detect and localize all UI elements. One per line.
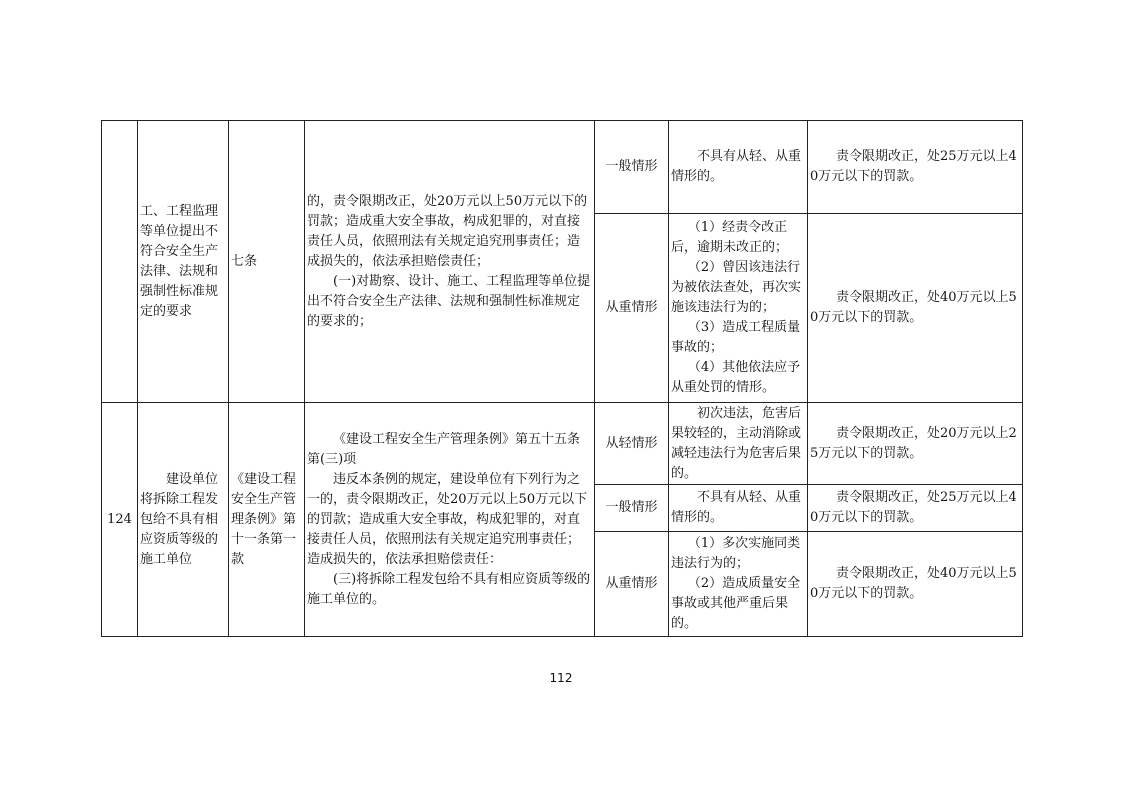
condition-text: （2）曾因该违法行为被依法查处，再次实施该违法行为的； (671, 260, 802, 315)
penalty-standard-cell (808, 214, 1023, 403)
penalty-standards-table (101, 120, 1023, 637)
legal-basis-cell: 《建设工程安全生产管理条例》第十一条第一款 (229, 403, 305, 637)
penalty-standard-cell (808, 403, 1023, 485)
provision-text: 的，责令限期改正，处20万元以上50万元以下的罚款；造成重大安全事故，构成犯罪的，对直接责任人员，依照刑法有关规定追究刑事责任；造成损失的，依法承担赔偿责任； (307, 193, 588, 269)
penalty-provision-cell (305, 121, 595, 403)
penalty-standard-cell (808, 121, 1023, 214)
penalty-standard-cell (808, 485, 1023, 532)
subject-text: 建设单位将拆除工程发包给不具有相应资质等级的施工单位 (140, 471, 219, 567)
penalty-text: 责令限期改正，处20万元以上25万元以下的罚款。 (810, 425, 1017, 461)
row-number-cell: 124 (102, 403, 138, 637)
condition-text: （2）造成质量安全事故或其他严重后果的。 (671, 576, 801, 631)
penalty-text: 责令限期改正，处25万元以上40万元以下的罚款。 (810, 149, 1017, 184)
circumstance-type-cell: 一般情形 (595, 121, 669, 214)
circumstance-conditions-cell (669, 214, 808, 403)
legal-basis-cell: 七条 (229, 121, 305, 403)
condition-text: 不具有从轻、从重情形的。 (671, 149, 802, 184)
circumstance-conditions-cell (669, 532, 808, 637)
penalty-provision-cell (305, 403, 595, 637)
table-row (102, 403, 1023, 485)
circumstance-conditions-cell (669, 403, 808, 485)
provision-text: 《建设工程安全生产管理条例》第五十五条第(三)项 (307, 431, 581, 467)
provision-text: 违反本条例的规定，建设单位有下列行为之一的，责令限期改正，处20万元以上50万元以下的罚款；造成重大安全事故，构成犯罪的，对直接责任人员，依照刑法有关规定追究刑事责任；造成损失的，依法承担赔偿责任： (307, 471, 588, 567)
row-number-cell-empty (102, 121, 138, 403)
violation-subject-cell (138, 403, 229, 637)
penalty-text: 责令限期改正，处25万元以上40万元以下的罚款。 (810, 490, 1017, 525)
circumstance-type-cell: 从轻情形 (595, 403, 669, 485)
penalty-standard-cell (808, 532, 1023, 637)
condition-text: 初次违法，危害后果较轻的，主动消除或减轻违法行为危害后果的。 (671, 405, 802, 481)
page-number: 112 (549, 671, 573, 685)
circumstance-type-cell: 从重情形 (595, 532, 669, 637)
circumstance-type-cell: 从重情形 (595, 214, 669, 403)
condition-text: （1）经责令改正后，逾期未改正的； (671, 220, 789, 255)
circumstance-conditions-cell (669, 121, 808, 214)
condition-text: （1）多次实施同类违法行为的； (671, 536, 801, 571)
provision-text: (一)对勘察、设计、施工、工程监理等单位提出不符合安全生产法律、法规和强制性标准规定的要求的； (307, 273, 591, 329)
condition-text: （3）造成工程质量事故的； (671, 320, 801, 355)
circumstance-type-cell: 一般情形 (595, 485, 669, 532)
condition-text: （4）其他依法应予从重处罚的情形。 (671, 360, 801, 395)
provision-text: (三)将拆除工程发包给不具有相应资质等级的施工单位的。 (307, 571, 591, 607)
circumstance-conditions-cell (669, 485, 808, 532)
table-row (102, 121, 1023, 214)
penalty-text: 责令限期改正，处40万元以上50万元以下的罚款。 (810, 566, 1017, 601)
penalty-text: 责令限期改正，处40万元以上50万元以下的罚款。 (810, 290, 1017, 325)
condition-text: 不具有从轻、从重情形的。 (671, 490, 802, 525)
violation-subject-cell: 工、工程监理等单位提出不符合安全生产法律、法规和强制性标准规定的要求 (138, 121, 229, 403)
